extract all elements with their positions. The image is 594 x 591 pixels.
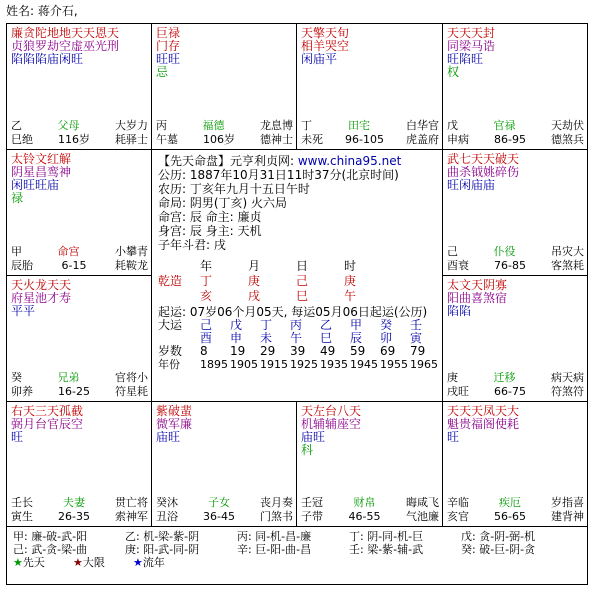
bazi-gan-row <box>158 275 436 288</box>
star-line: 机辅辅座空 <box>301 417 362 431</box>
qiyun-line: 起运: 07岁06个月05天, 每运05月06日起运(公历) <box>158 305 428 319</box>
bazi-zhi: 亥 <box>200 289 213 303</box>
bazi-gan: 庚 <box>248 274 261 288</box>
palace-stem-branch: 丑浴 <box>156 510 178 523</box>
palace-stem-branch: 丙 <box>156 119 167 132</box>
palace-cell-wei <box>297 24 443 150</box>
palace-footer <box>11 496 148 524</box>
star-line: 相羊哭空 <box>301 39 350 53</box>
palace-footer-row <box>156 133 293 147</box>
center-info-panel <box>152 150 443 402</box>
palace-stem-branch: 壬冠 <box>301 496 323 509</box>
bazi-zhi: 午 <box>344 289 357 303</box>
star-line: 闲旺旺庙 <box>11 178 60 192</box>
palace-cell-yin <box>7 402 152 526</box>
palace-minor-stars: 客煞耗 <box>551 259 584 272</box>
mark-liunian: ★流年 <box>133 556 165 569</box>
palace-stem-branch: 亥官 <box>447 510 469 523</box>
palace-footer <box>301 119 439 147</box>
palace-footer-row <box>156 510 293 524</box>
star-line: 阴星昌鸾神 <box>11 165 72 179</box>
palace-minor-stars: 建背神 <box>551 510 584 523</box>
bazi-gan: 丁 <box>200 274 213 288</box>
palace-cell-chou <box>152 402 297 526</box>
ming-ju: 命局: 阴男(丁亥) 火六局 <box>158 196 288 210</box>
palace-minor-stars: 德煞兵 <box>551 133 584 146</box>
palace-stem-branch: 辰胎 <box>11 259 33 272</box>
palace-footer <box>156 119 293 147</box>
bazi-zhi: 戌 <box>248 289 261 303</box>
palace-minor-stars: 耗鞍龙 <box>115 259 148 272</box>
palace-footer-row <box>11 385 148 399</box>
palace-minor-stars: 龙息博 <box>260 119 293 132</box>
palace-footer-row <box>447 371 584 385</box>
star-line: 微军廉 <box>156 417 193 431</box>
palace-stem-branch: 子带 <box>301 510 323 523</box>
palace-minor-stars: 虎盖府 <box>406 133 439 146</box>
mark-xiantian: ★先天 <box>13 556 45 569</box>
palace-cell-si <box>7 24 152 150</box>
palace-cell-you <box>443 150 587 276</box>
palace-footer-row <box>447 385 584 399</box>
palace-footer <box>11 119 148 147</box>
palace-footer-row <box>11 133 148 147</box>
palace-minor-stars: 气池廉 <box>406 510 439 523</box>
palace-range: 16-25 <box>58 385 90 398</box>
star-line: 旺 <box>11 430 24 444</box>
palace-stem-branch: 癸 <box>11 371 22 384</box>
palace-name: 疾厄 <box>499 496 521 509</box>
palace-footer-row <box>301 510 439 524</box>
palace-range: 96-105 <box>345 133 384 146</box>
star-line: 旺陷旺 <box>447 52 484 66</box>
star-line: 门存 <box>156 39 181 53</box>
star-line: 天天天封 <box>447 26 496 40</box>
palace-range: 106岁 <box>203 133 235 146</box>
palace-cell-shen <box>443 24 587 150</box>
bazi-year-label: 年 <box>200 259 213 273</box>
star-line: 魁贵福阁使耗 <box>447 417 520 431</box>
palace-range: 76-85 <box>494 259 526 272</box>
star-line: 闲庙平 <box>301 52 338 66</box>
star-line: 禄 <box>11 191 24 205</box>
star-line: 天火龙天天 <box>11 278 72 292</box>
shen-gong: 身宫: 辰 身主: 天机 <box>158 224 262 238</box>
palace-name: 仆役 <box>493 245 516 258</box>
palace-minor-stars: 贯亡将 <box>115 496 148 509</box>
palace-footer-row <box>11 510 148 524</box>
palace-stem-branch: 庚 <box>447 371 458 384</box>
center-header-label: 【先天命盘】元亨利贞网: <box>158 154 298 168</box>
palace-footer <box>11 245 148 273</box>
ming-gong: 命宫: 辰 命主: 廉贞 <box>158 210 262 224</box>
palace-footer <box>156 496 293 524</box>
palace-name: 迁移 <box>493 371 516 384</box>
palace-minor-stars: 小攀青 <box>115 245 148 258</box>
palace-stem-branch: 卯养 <box>11 385 33 398</box>
palace-name: 兄弟 <box>57 371 80 384</box>
palace-stem-branch: 丁 <box>301 119 312 132</box>
star-line: 庙旺 <box>301 430 326 444</box>
birth-gregorian: 公历: 1887年10月31日11时37分(北京时间) <box>158 168 399 182</box>
palace-minor-stars: 符煞符 <box>551 385 584 398</box>
palace-footer-row <box>301 133 439 147</box>
star-line: 旺旺 <box>156 52 181 66</box>
palace-footer-row <box>11 496 148 510</box>
palace-range: 66-75 <box>494 385 526 398</box>
palace-footer <box>447 245 584 273</box>
star-icon: ★ <box>73 556 83 569</box>
legend-marks <box>13 556 581 569</box>
palace-name: 官禄 <box>493 119 516 132</box>
palace-minor-stars: 吊灾大 <box>551 245 584 258</box>
palace-name: 福德 <box>202 119 225 132</box>
palace-range: 36-45 <box>203 510 235 523</box>
star-line: 曲杀钺姚碎伤 <box>447 165 520 179</box>
palace-stem-branch: 辛临 <box>447 496 469 509</box>
palace-footer <box>11 371 148 399</box>
palace-stem-branch: 戊 <box>447 119 458 132</box>
palace-footer-row <box>11 371 148 385</box>
palace-footer-row <box>447 510 584 524</box>
palace-footer-row <box>11 259 148 273</box>
star-line: 天擎天旬 <box>301 26 350 40</box>
star-line: 权 <box>447 65 460 79</box>
palace-cell-xu <box>443 276 587 402</box>
palace-minor-stars: 病天病 <box>551 371 584 384</box>
palace-cell-zi <box>297 402 443 526</box>
palace-range: 26-35 <box>58 510 90 523</box>
star-icon: ★ <box>133 556 143 569</box>
star-line: 陷陷陷庙闲旺 <box>11 52 84 66</box>
palace-name: 夫妻 <box>63 496 85 509</box>
palace-footer-row <box>447 259 584 273</box>
palace-footer-row <box>447 496 584 510</box>
palace-stem-branch: 未死 <box>301 133 323 146</box>
palace-minor-stars: 门煞书 <box>260 510 293 523</box>
star-line: 同梁马诰 <box>447 39 496 53</box>
palace-footer-row <box>447 133 584 147</box>
palace-minor-stars: 耗驿士 <box>115 133 148 146</box>
palace-stem-branch: 乙 <box>11 119 22 132</box>
palace-name: 子女 <box>208 496 230 509</box>
star-line: 弼月台官辰空 <box>11 417 84 431</box>
palace-footer-row <box>447 119 584 133</box>
palace-minor-stars: 官将小 <box>115 371 148 384</box>
palace-minor-stars: 晦咸飞 <box>406 496 439 509</box>
palace-minor-stars: 大岁力 <box>115 119 148 132</box>
star-line: 庙旺 <box>156 430 181 444</box>
star-line: 陷陷 <box>447 304 472 318</box>
palace-minor-stars: 索神军 <box>115 510 148 523</box>
palace-footer-row <box>11 245 148 259</box>
star-line: 科 <box>301 443 314 457</box>
birth-lunar: 农历: 丁亥年九月十五日午时 <box>158 182 310 196</box>
bazi-gan: 己 <box>296 274 309 288</box>
palace-minor-stars: 白华官 <box>406 119 439 132</box>
bazi-hour-label: 时 <box>344 259 357 273</box>
dayun-label: 大运 <box>158 318 183 332</box>
palace-footer-row <box>301 496 439 510</box>
star-line: 贞狼罗劫空虚巫光刑 <box>11 39 120 53</box>
palace-minor-stars: 丧月奏 <box>260 496 293 509</box>
year-label: 年份 <box>158 358 180 371</box>
palace-footer-row <box>11 119 148 133</box>
bazi-label: 乾造 <box>158 274 183 288</box>
palace-cell-mao <box>7 276 152 402</box>
palace-stem-branch: 巳绝 <box>11 133 33 146</box>
palace-minor-stars: 岁指喜 <box>551 496 584 509</box>
palace-stem-branch: 午墓 <box>156 133 178 146</box>
star-line: 武七天天破天 <box>447 152 520 166</box>
dayun-age-row: 岁数 8 19 29 39 49 59 69 79 <box>158 344 426 358</box>
palace-stem-branch: 酉衰 <box>447 259 469 272</box>
chart-grid <box>6 23 588 527</box>
palace-stem-branch: 壬长 <box>11 496 33 509</box>
palace-cell-wu <box>152 24 297 150</box>
star-line: 旺闲庙庙 <box>447 178 496 192</box>
palace-footer-row <box>301 119 439 133</box>
palace-stem-branch: 寅生 <box>11 510 33 523</box>
bazi-zhi-row <box>158 290 436 303</box>
palace-name: 财帛 <box>353 496 376 509</box>
palace-footer <box>301 496 439 524</box>
bazi-gan: 庚 <box>344 274 357 288</box>
star-line: 右天三天孤截 <box>11 404 84 418</box>
palace-footer <box>447 371 584 399</box>
palace-footer <box>447 496 584 524</box>
page-title: 姓名: 蒋介石, <box>6 4 78 18</box>
palace-range: 86-95 <box>494 133 526 146</box>
palace-range: 46-55 <box>348 510 381 523</box>
palace-stem-branch: 戌旺 <box>447 385 469 398</box>
palace-footer-row <box>156 496 293 510</box>
bazi-day-label: 日 <box>296 259 309 273</box>
age-label: 岁数 <box>158 344 183 358</box>
star-line: 廉贪陀地地天天恩天 <box>11 26 120 40</box>
palace-footer-row <box>156 119 293 133</box>
star-line: 太铃文红解 <box>11 152 72 166</box>
dayun-zhi-row: 酉 申 未 午 巳 辰 卯 寅 <box>200 331 423 345</box>
palace-range: 56-65 <box>494 510 526 523</box>
star-line: 天天天凤天大 <box>447 404 520 418</box>
star-line: 紫破蜚 <box>156 404 193 418</box>
star-line: 府星池才寿 <box>11 291 72 305</box>
palace-footer <box>447 119 584 147</box>
palace-minor-stars: 德神士 <box>260 133 293 146</box>
star-line: 太文天阴寡 <box>447 278 508 292</box>
bazi-header-row <box>158 260 436 273</box>
star-line: 旺 <box>447 430 460 444</box>
star-line: 平平 <box>11 304 36 318</box>
palace-name: 父母 <box>57 119 80 132</box>
palace-cell-chen <box>7 150 152 276</box>
palace-stem-branch: 己 <box>447 245 458 258</box>
palace-name: 命宫 <box>57 245 80 258</box>
dou-jun: 子年斗君: 戌 <box>158 238 226 252</box>
palace-stem-branch: 癸沐 <box>156 496 178 509</box>
site-link[interactable]: www.china95.net <box>297 154 402 168</box>
dayun-gan-row: 大运 己 戊 丁 丙 乙 甲 癸 壬 <box>158 318 423 332</box>
star-line: 天左台八天 <box>301 404 362 418</box>
palace-name: 田宅 <box>348 119 370 132</box>
sihua-legend <box>6 527 588 585</box>
star-line: 巨禄 <box>156 26 181 40</box>
palace-footer-row <box>447 245 584 259</box>
palace-minor-stars: 符星耗 <box>115 385 148 398</box>
palace-stem-branch: 申病 <box>447 133 469 146</box>
bazi-month-label: 月 <box>248 259 261 273</box>
mark-daxian: ★大限 <box>73 556 105 569</box>
palace-cell-hai <box>443 402 587 526</box>
legend-row: 甲: 廉-破-武-阳 乙: 机-梁-紫-阴 丙: 同-机-昌-廉 丁: 阴-同-机-巨 戊: 贪-阴-弼-机 <box>13 530 536 543</box>
palace-range: 6-15 <box>61 259 87 272</box>
star-icon: ★ <box>13 556 23 569</box>
palace-stem-branch: 甲 <box>11 245 22 258</box>
palace-minor-stars: 天劫伏 <box>551 119 584 132</box>
star-line: 阳曲喜煞宿 <box>447 291 508 305</box>
legend-row: 己: 武-贪-梁-曲 庚: 阳-武-同-阴 辛: 巨-阳-曲-昌 壬: 梁-紫-辅-武 癸: 破-巨-阴-贪 <box>13 543 536 556</box>
center-header <box>158 154 436 168</box>
palace-range: 116岁 <box>58 133 90 146</box>
bazi-zhi: 巳 <box>296 289 309 303</box>
star-line: 忌 <box>156 65 169 79</box>
dayun-year-row: 年份 1895 1905 1915 1925 1935 1945 1955 1965 <box>158 358 438 371</box>
